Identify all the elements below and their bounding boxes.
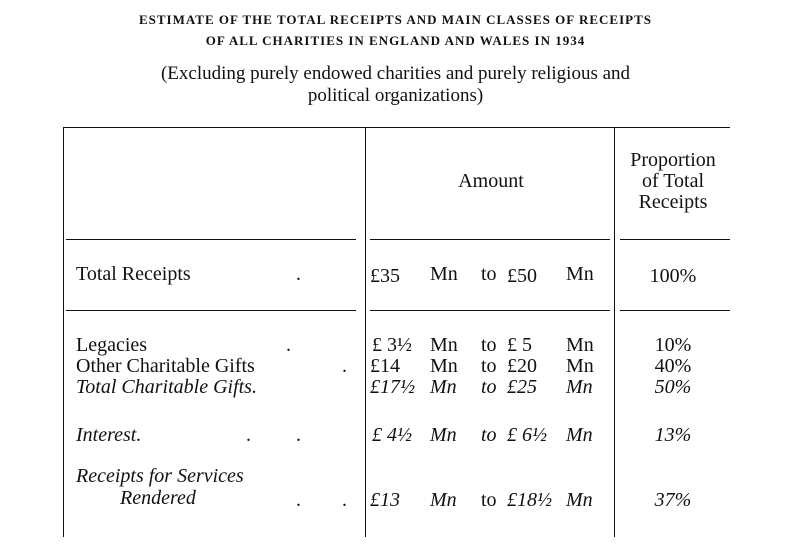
amount-to-unit: Mn [566,376,593,398]
proportion-value: 100% [649,265,697,287]
table-top-rule [63,127,730,128]
amount-from: £14 [370,355,400,377]
amount-from-unit: Mn [430,489,457,511]
amount-to-unit: Mn [566,334,594,356]
proportion-value: 37% [654,489,692,511]
amount-to-unit: Mn [566,424,593,446]
proportion-value: 50% [654,376,692,398]
table-title-line-1: ESTIMATE OF THE TOTAL RECEIPTS AND MAIN CLASSES OF RECEIPTS [138,12,653,27]
row-label: Legacies [76,334,148,356]
amount-from-unit: Mn [430,334,458,356]
leader-dot: . [246,424,251,446]
row-label: Other Charitable Gifts [76,355,255,377]
column-divider-amount [365,127,366,537]
column-header-proportion-line-1: Proportion [630,149,716,171]
amount-from: £17½ [370,376,415,398]
amount-from-unit: Mn [430,424,457,446]
table-left-rule [63,127,64,537]
header-rule-proportion [620,239,730,240]
proportion-value: 40% [654,355,692,377]
row-label: Total Receipts [76,263,191,285]
amount-to-word: to [481,376,497,398]
column-header-amount: Amount [458,170,524,192]
amount-from-unit: Mn [430,376,457,398]
leader-dot: . [342,489,347,511]
amount-from-unit: Mn [430,355,458,377]
amount-to-word: to [481,424,497,446]
total-rule-proportion [620,310,730,311]
amount-to: £20 [507,355,537,377]
amount-to-word: to [481,489,497,511]
column-header-proportion [614,150,732,213]
total-rule-amount [370,310,610,311]
amount-to: £18½ [507,489,552,511]
amount-to-unit: Mn [566,263,594,285]
subtitle-line-2: political organizations) [307,85,484,106]
header-rule-amount [370,239,610,240]
amount-to-word: to [481,355,497,377]
row-label: Total Charitable Gifts. [76,376,257,398]
amount-to: £50 [507,265,537,287]
column-header-proportion-line-2: of Total [641,170,705,192]
header-rule-label [66,239,356,240]
amount-from-unit: Mn [430,263,458,285]
total-rule-label [66,310,356,311]
leader-dot: . [342,355,347,377]
proportion-value: 10% [654,334,692,356]
row-label-line-2: Rendered [120,487,196,509]
amount-to-word: to [481,263,497,285]
amount-to-word: to [481,334,497,356]
leader-dot: . [296,263,301,285]
leader-dot: . [296,424,301,446]
amount-to-unit: Mn [566,355,594,377]
leader-dot: . [286,334,291,356]
subtitle-line-1: (Excluding purely endowed charities and purely religious and [160,63,631,84]
amount-from: £ 4½ [372,424,412,446]
row-label: Interest. [76,424,142,446]
amount-to: £25 [507,376,537,398]
column-header-proportion-line-3: Receipts [638,191,708,213]
row-label-line-1: Receipts for Services [76,465,244,487]
table-title-line-2: OF ALL CHARITIES IN ENGLAND AND WALES IN 1934 [205,33,586,48]
amount-to: £ 5 [507,334,532,356]
proportion-value: 13% [654,424,692,446]
amount-from: £ 3½ [372,334,412,356]
leader-dot: . [296,489,301,511]
amount-to: £ 6½ [507,424,547,446]
amount-to-unit: Mn [566,489,593,511]
amount-from: £13 [370,489,400,511]
amount-from: £35 [370,265,400,287]
